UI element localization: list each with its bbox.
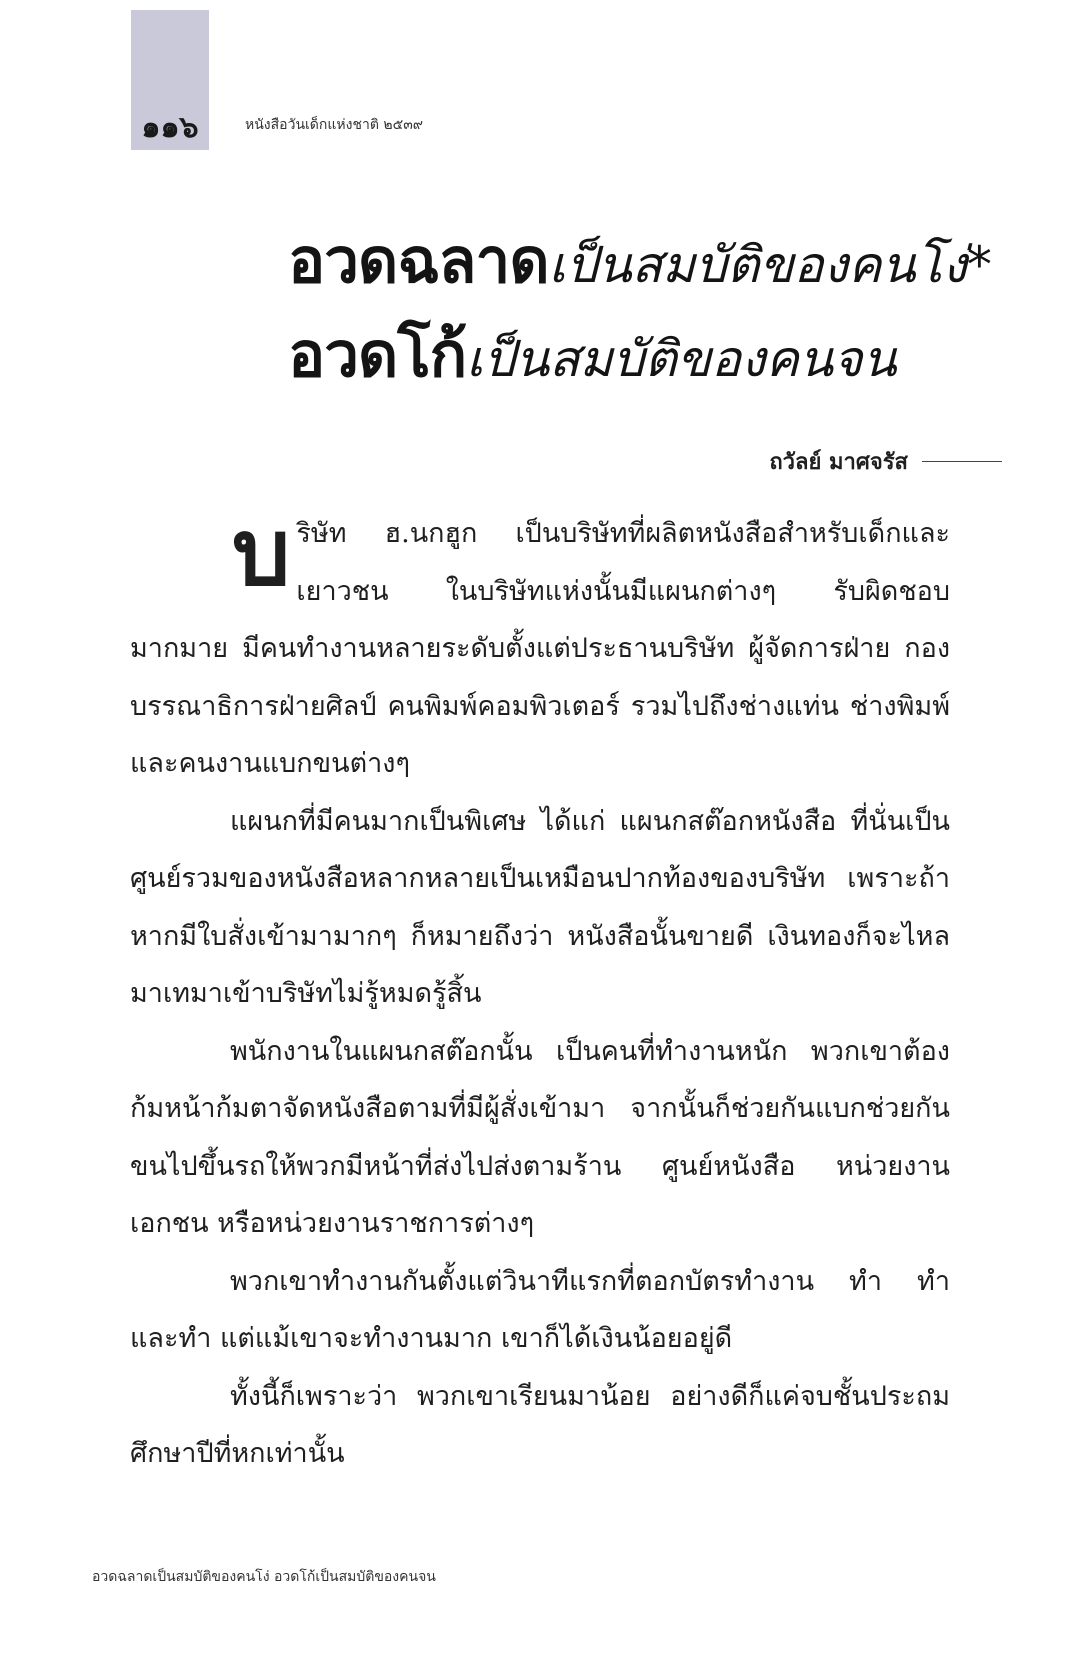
title-line-1 xyxy=(288,212,1082,310)
title-line-1-rest: เป็นสมบัติของคนโง่* xyxy=(548,236,992,294)
paragraph-4: พวกเขาทำงานกันตั้งแต่วินาทีแรกที่ตอกบัตรทำงาน ทำ ทำ และทำ แต่แม้เขาจะทำงานมาก เขาก็ได้เงินน้อยอยู่ดี xyxy=(130,1265,950,1354)
paragraph-2: แผนกที่มีคนมากเป็นพิเศษ ได้แก่ แผนกสต๊อกหนังสือ ที่นั่นเป็นศูนย์รวมของหนังสือหลากหลายเป็นเหมือนปากท้องของบริษัท เพราะถ้าหากมีใบสั่งเข้ามามากๆ ก็หมายถึงว่า หนังสือนั้นขายดี เงินทองก็จะไหลมาเทมาเข้าบริษัทไม่รู้หมดรู้สิ้น xyxy=(130,805,950,1009)
running-footer: อวดฉลาดเป็นสมบัติของคนโง่ อวดโก้เป็นสมบัติของคนจน xyxy=(92,1569,436,1585)
author-rule xyxy=(922,461,1002,462)
title-line-2-rest: เป็นสมบัติของคนจน xyxy=(466,330,897,388)
paragraph-5: ทั้งนี้ก็เพราะว่า พวกเขาเรียนมาน้อย อย่างดีก็แค่จบชั้นประถมศึกษาปีที่หกเท่านั้น xyxy=(130,1380,950,1469)
title-line-2 xyxy=(288,306,1082,404)
author-byline xyxy=(769,444,1002,479)
article-body xyxy=(130,499,950,1483)
page-number: ๑๑๖ xyxy=(141,110,199,145)
title-line-2-bold: อวดโก้ xyxy=(288,318,467,391)
paragraph-3: พนักงานในแผนกสต๊อกนั้น เป็นคนที่ทำงานหนัก พวกเขาต้องก้มหน้าก้มตาจัดหนังสือตามที่มีผู้สั่งเข้ามา จากนั้นก็ช่วยกันแบกช่วยกันขนไปขึ้นรถให้พวกมีหน้าที่ส่งไปส่งตามร้าน ศูนย์หนังสือ หน่วยงานเอกชน หรือหน่วยงานราชการต่างๆ xyxy=(130,1035,950,1239)
author-name: ถวัลย์ มาศจรัส xyxy=(769,450,908,475)
paragraph-1-text: ริษัท ฮ.นกฮูก เป็นบริษัทที่ผลิตหนังสือสำหรับเด็กและเยาวชน ในบริษัทแห่งนั้นมีแผนกต่างๆ รับผิดชอบมากมาย มีคนทำงานหลายระดับตั้งแต่ประธานบริษัท ผู้จัดการฝ่าย กองบรรณาธิการฝ่ายศิลป์ คนพิมพ์คอมพิวเตอร์ รวมไปถึงช่างแท่น ช่างพิมพ์และคนงานแบกขนต่างๆ xyxy=(130,518,950,779)
paragraph-1 xyxy=(130,499,950,793)
drop-cap: บ xyxy=(232,499,291,606)
title-line-1-bold: อวดฉลาด xyxy=(288,224,549,297)
running-header: หนังสือวันเด็กแห่งชาติ ๒๕๓๙ xyxy=(245,117,424,133)
